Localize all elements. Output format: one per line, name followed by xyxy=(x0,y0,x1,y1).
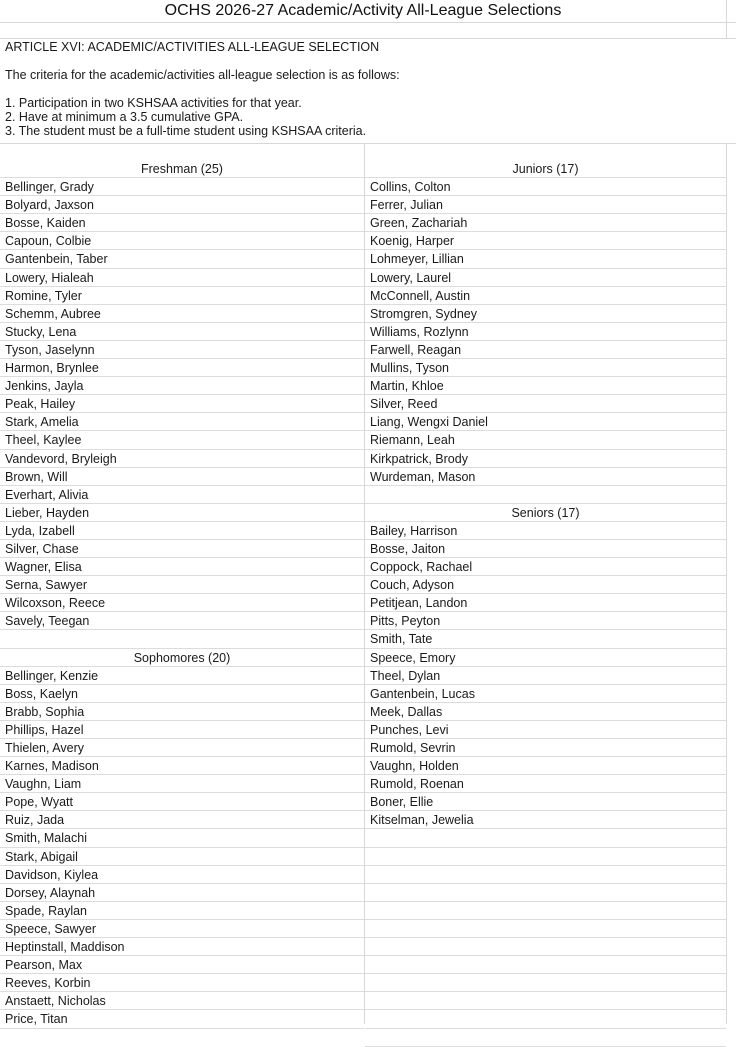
student-name: Bolyard, Jaxson xyxy=(0,196,364,214)
article-heading: ARTICLE XVI: ACADEMIC/ACTIVITIES ALL-LEAGUE SELECTION xyxy=(5,40,380,54)
student-name: Phillips, Hazel xyxy=(0,721,364,739)
student-name: Rumold, Roenan xyxy=(365,775,726,793)
student-name: Bellinger, Kenzie xyxy=(0,667,364,685)
student-name: Bailey, Harrison xyxy=(365,522,726,540)
empty-row xyxy=(365,1010,726,1028)
student-name: Vaughn, Liam xyxy=(0,775,364,793)
divider xyxy=(0,143,736,144)
spacer xyxy=(5,82,725,96)
student-name: Stark, Amelia xyxy=(0,413,364,431)
student-name: Brown, Will xyxy=(0,468,364,486)
criteria-item: 2. Have at minimum a 3.5 cumulative GPA. xyxy=(5,110,244,124)
student-name: Wilcoxson, Reece xyxy=(0,594,364,612)
student-name: Collins, Colton xyxy=(365,178,726,196)
student-name: Dorsey, Alaynah xyxy=(0,884,364,902)
divider xyxy=(726,0,727,38)
empty-row xyxy=(365,884,726,902)
student-name: Price, Titan xyxy=(0,1010,364,1028)
student-name: Lyda, Izabell xyxy=(0,522,364,540)
student-name: Romine, Tyler xyxy=(0,287,364,305)
student-name: Serna, Sawyer xyxy=(0,576,364,594)
student-name: Jenkins, Jayla xyxy=(0,377,364,395)
empty-row xyxy=(365,1029,726,1047)
divider xyxy=(0,22,736,23)
student-name: McConnell, Austin xyxy=(365,287,726,305)
student-name: Green, Zachariah xyxy=(365,214,726,232)
right-column xyxy=(365,160,726,1047)
student-name: Wurdeman, Mason xyxy=(365,468,726,486)
column-divider xyxy=(726,143,727,1024)
student-name: Anstaett, Nicholas xyxy=(0,992,364,1010)
student-name: Theel, Dylan xyxy=(365,667,726,685)
empty-row xyxy=(365,829,726,847)
student-name: Boner, Ellie xyxy=(365,793,726,811)
student-name: Coppock, Rachael xyxy=(365,558,726,576)
student-name: Mullins, Tyson xyxy=(365,359,726,377)
student-name: Bosse, Jaiton xyxy=(365,540,726,558)
student-name: Theel, Kaylee xyxy=(0,431,364,449)
student-name: Speece, Emory xyxy=(365,649,726,667)
student-name: Ruiz, Jada xyxy=(0,811,364,829)
student-name: Lowery, Hialeah xyxy=(0,269,364,287)
student-name: Koenig, Harper xyxy=(365,232,726,250)
student-name: Boss, Kaelyn xyxy=(0,685,364,703)
empty-row xyxy=(365,848,726,866)
student-name: Lohmeyer, Lillian xyxy=(365,250,726,268)
class-header: Sophomores (20) xyxy=(0,649,364,667)
student-name: Capoun, Colbie xyxy=(0,232,364,250)
student-name: Vandevord, Bryleigh xyxy=(0,450,364,468)
student-name: Liang, Wengxi Daniel xyxy=(365,413,726,431)
class-header: Juniors (17) xyxy=(365,160,726,178)
student-name: Silver, Reed xyxy=(365,395,726,413)
spacer xyxy=(5,54,725,68)
student-name: Meek, Dallas xyxy=(365,703,726,721)
student-name: Smith, Tate xyxy=(365,630,726,648)
student-name: Farwell, Reagan xyxy=(365,341,726,359)
student-name: Everhart, Alivia xyxy=(0,486,364,504)
student-name: Thielen, Avery xyxy=(0,739,364,757)
divider xyxy=(0,38,736,39)
student-name: Gantenbein, Lucas xyxy=(365,685,726,703)
criteria-item: 1. Participation in two KSHSAA activities for that year. xyxy=(5,96,302,110)
student-name: Davidson, Kiylea xyxy=(0,866,364,884)
criteria-intro: The criteria for the academic/activities all-league selection is as follows: xyxy=(5,68,400,82)
page-title: OCHS 2026-27 Academic/Activity All-League Selections xyxy=(164,2,562,19)
student-name: Martin, Khloe xyxy=(365,377,726,395)
student-name: Tyson, Jaselynn xyxy=(0,341,364,359)
student-name: Savely, Teegan xyxy=(0,612,364,630)
empty-row xyxy=(365,974,726,992)
student-name: Stromgren, Sydney xyxy=(365,305,726,323)
class-header: Seniors (17) xyxy=(365,504,726,522)
column-divider xyxy=(364,143,365,1024)
student-name: Pope, Wyatt xyxy=(0,793,364,811)
student-name: Heptinstall, Maddison xyxy=(0,938,364,956)
empty-row xyxy=(365,866,726,884)
criteria-item: 3. The student must be a full-time student using KSHSAA criteria. xyxy=(5,124,367,138)
student-name: Silver, Chase xyxy=(0,540,364,558)
student-name: Smith, Malachi xyxy=(0,829,364,847)
student-name: Stark, Abigail xyxy=(0,848,364,866)
class-header: Freshman (25) xyxy=(0,160,364,178)
left-column xyxy=(0,160,364,1029)
student-name: Karnes, Madison xyxy=(0,757,364,775)
student-name: Stucky, Lena xyxy=(0,323,364,341)
student-name: Vaughn, Holden xyxy=(365,757,726,775)
student-name: Lieber, Hayden xyxy=(0,504,364,522)
student-name: Punches, Levi xyxy=(365,721,726,739)
student-name: Riemann, Leah xyxy=(365,431,726,449)
student-name: Speece, Sawyer xyxy=(0,920,364,938)
empty-row xyxy=(365,956,726,974)
empty-row xyxy=(365,486,726,504)
student-name: Spade, Raylan xyxy=(0,902,364,920)
student-name: Williams, Rozlynn xyxy=(365,323,726,341)
student-name: Kitselman, Jewelia xyxy=(365,811,726,829)
student-name: Bosse, Kaiden xyxy=(0,214,364,232)
empty-row xyxy=(365,920,726,938)
empty-row xyxy=(365,902,726,920)
student-name: Bellinger, Grady xyxy=(0,178,364,196)
student-name: Gantenbein, Taber xyxy=(0,250,364,268)
student-name: Brabb, Sophia xyxy=(0,703,364,721)
empty-row xyxy=(0,630,364,648)
student-name: Rumold, Sevrin xyxy=(365,739,726,757)
empty-row xyxy=(365,938,726,956)
student-name: Wagner, Elisa xyxy=(0,558,364,576)
criteria-block xyxy=(5,40,725,138)
student-name: Pearson, Max xyxy=(0,956,364,974)
student-name: Harmon, Brynlee xyxy=(0,359,364,377)
student-name: Kirkpatrick, Brody xyxy=(365,450,726,468)
empty-row xyxy=(365,992,726,1010)
student-name: Reeves, Korbin xyxy=(0,974,364,992)
student-name: Couch, Adyson xyxy=(365,576,726,594)
student-name: Peak, Hailey xyxy=(0,395,364,413)
student-name: Petitjean, Landon xyxy=(365,594,726,612)
student-name: Ferrer, Julian xyxy=(365,196,726,214)
student-name: Schemm, Aubree xyxy=(0,305,364,323)
student-name: Pitts, Peyton xyxy=(365,612,726,630)
student-name: Lowery, Laurel xyxy=(365,269,726,287)
